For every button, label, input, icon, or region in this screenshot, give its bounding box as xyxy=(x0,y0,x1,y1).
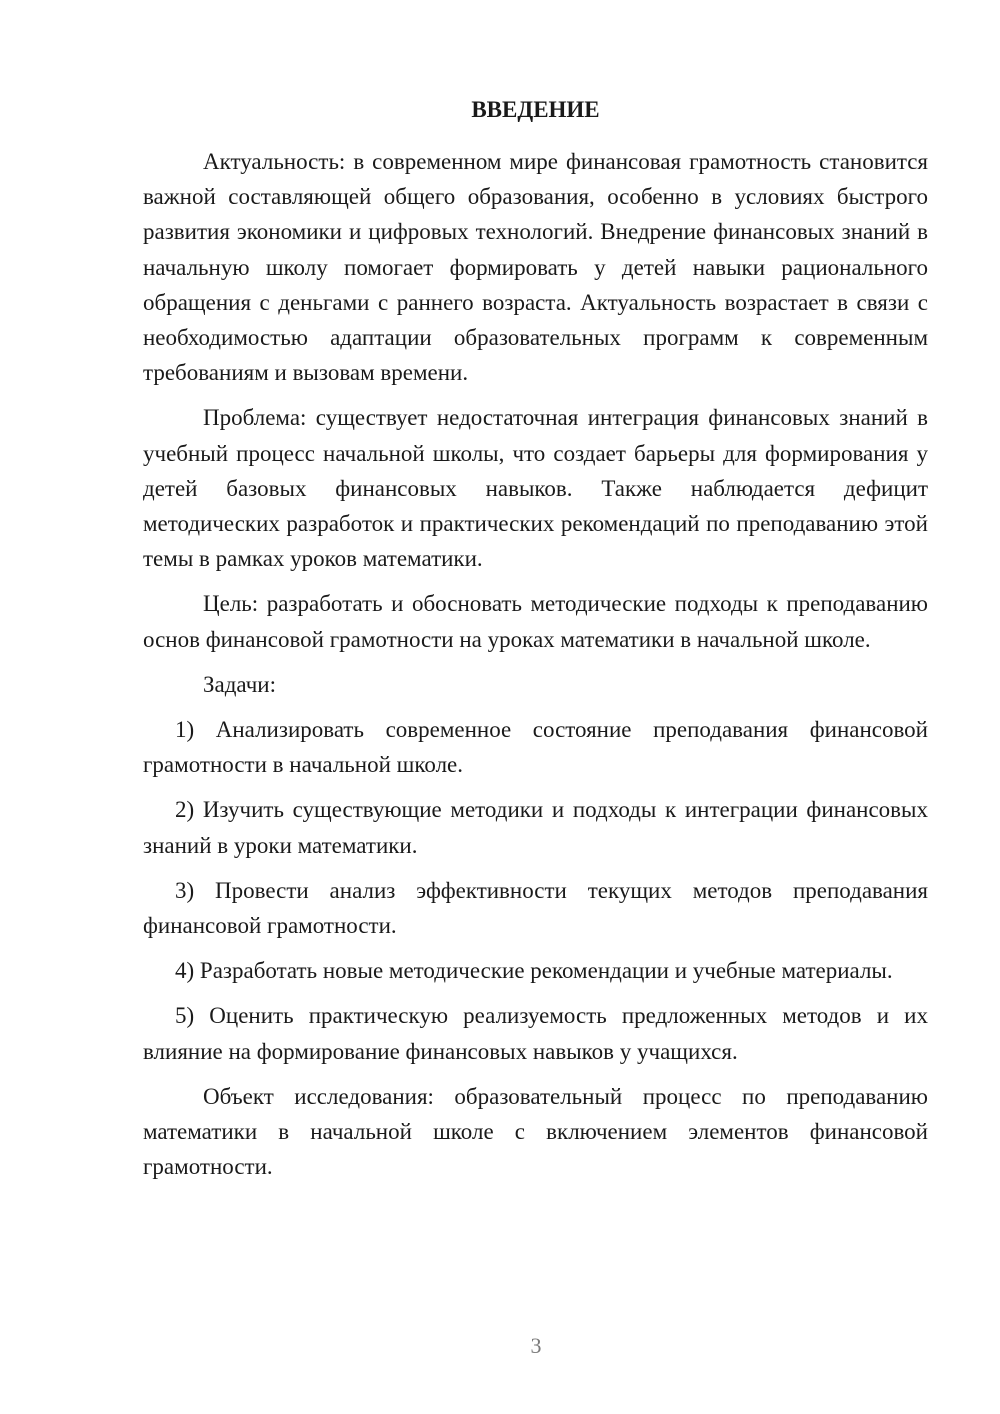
tasks-label: Задачи: xyxy=(203,671,276,697)
goal-paragraph: Цель: разработать и обосновать методические подходы к преподаванию основ финансовой грамотности на уроках математики в начальной школе. xyxy=(143,591,928,652)
object-paragraph: Объект исследования: образовательный процесс по преподаванию математики в начальной школе с включением элементов финансовой грамотности. xyxy=(143,1083,928,1180)
section-heading: ВВЕДЕНИЕ xyxy=(471,97,600,122)
task-item-2: 2) Изучить существующие методики и подходы к интеграции финансовых знаний в уроки математики. xyxy=(143,797,928,858)
page-content xyxy=(143,92,928,1194)
relevance-paragraph: Актуальность: в современном мире финансовая грамотность становится важной составляющей общего образования, особенно в условиях быстрого развития экономики и цифровых технологий. Внедрение финансовых знаний в начальную школу помогает формировать у детей навыки рационального обращения с деньгами с раннего возраста. Актуальность возрастает в связи с необходимостью адаптации образовательных программ к современным требованиям и вызовам времени. xyxy=(143,149,928,386)
problem-paragraph: Проблема: существует недостаточная интеграция финансовых знаний в учебный процесс начальной школы, что создает барьеры для формирования у детей базовых финансовых навыков. Также наблюдается дефицит методических разработок и практических рекомендаций по преподаванию этой темы в рамках уроков математики. xyxy=(143,405,928,572)
task-item-4: 4) Разработать новые методические рекомендации и учебные материалы. xyxy=(175,958,893,984)
page-number: 3 xyxy=(530,1333,542,1358)
task-item-1: 1) Анализировать современное состояние преподавания финансовой грамотности в начальной школе. xyxy=(143,717,928,778)
task-item-5: 5) Оценить практическую реализуемость предложенных методов и их влияние на формирование финансовых навыков у учащихся. xyxy=(143,1003,928,1064)
task-item-3: 3) Провести анализ эффективности текущих методов преподавания финансовой грамотности. xyxy=(143,877,928,939)
